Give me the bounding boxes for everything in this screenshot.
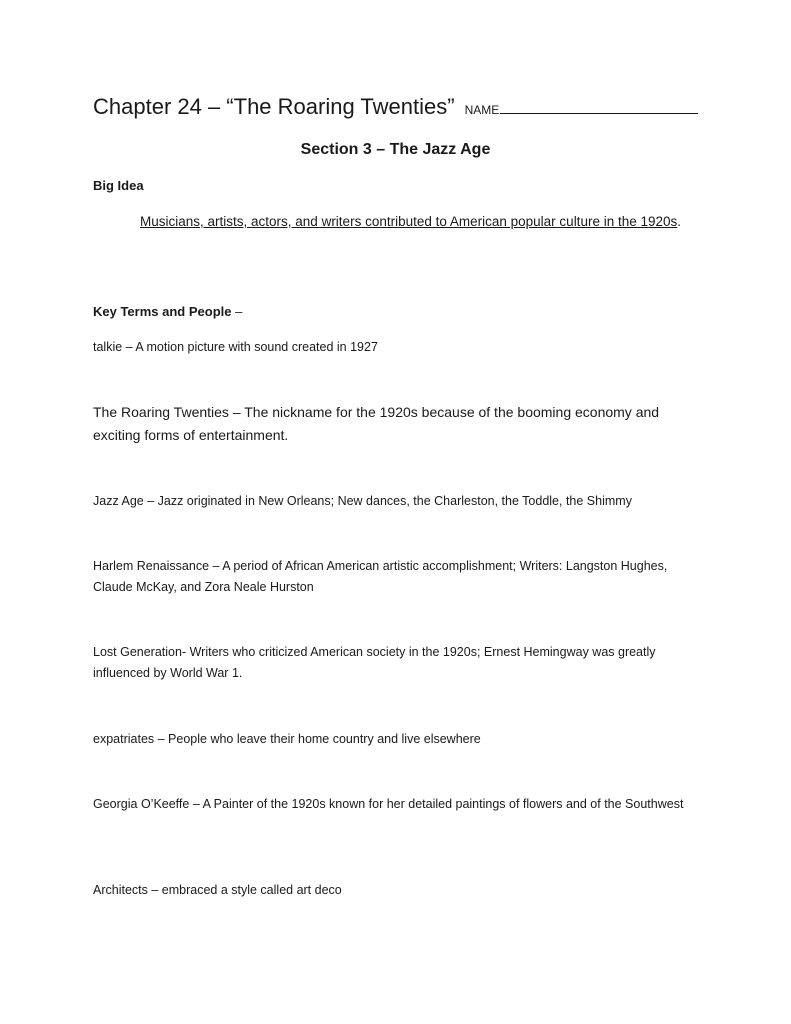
big-idea-statement: Musicians, artists, actors, and writers contributed to American popular culture in the 1920s <box>140 214 678 229</box>
term-architects: Architects – embraced a style called art deco <box>93 883 342 897</box>
term-harlem-renaissance: Harlem Renaissance – A period of African American artistic accomplishment; Writers: Langston Hughes, Claude McKay, and Zora Neale Hurston <box>93 559 668 594</box>
key-terms-heading <box>93 303 242 321</box>
term-georgia-okeeffe: Georgia O’Keeffe – A Painter of the 1920s known for her detailed paintings of flowers and of the Southwest <box>93 797 684 811</box>
key-terms-label: Key Terms and People <box>93 304 232 319</box>
big-idea-label: Big Idea <box>93 178 144 193</box>
term-talkie: talkie – A motion picture with sound created in 1927 <box>93 340 378 354</box>
name-label: NAME <box>464 103 500 117</box>
chapter-title: Chapter 24 – “The Roaring Twenties” <box>93 94 455 119</box>
section-title: Section 3 – The Jazz Age <box>300 141 491 158</box>
term-jazz-age: Jazz Age – Jazz originated in New Orleans; New dances, the Charleston, the Toddle, the Shimmy <box>93 494 632 508</box>
page-title <box>93 93 698 124</box>
term-lost-generation: Lost Generation- Writers who criticized American society in the 1920s; Ernest Hemingway was greatly influenced by World War 1. <box>93 645 656 680</box>
big-idea-period: . <box>677 214 682 229</box>
name-blank-line <box>500 99 698 114</box>
big-idea-text <box>93 211 703 233</box>
term-expatriates: expatriates – People who leave their home country and live elsewhere <box>93 732 481 746</box>
key-terms-dash: – <box>231 304 243 319</box>
term-roaring-twenties: The Roaring Twenties – The nickname for the 1920s because of the booming economy and exciting forms of entertainment. <box>93 404 660 443</box>
